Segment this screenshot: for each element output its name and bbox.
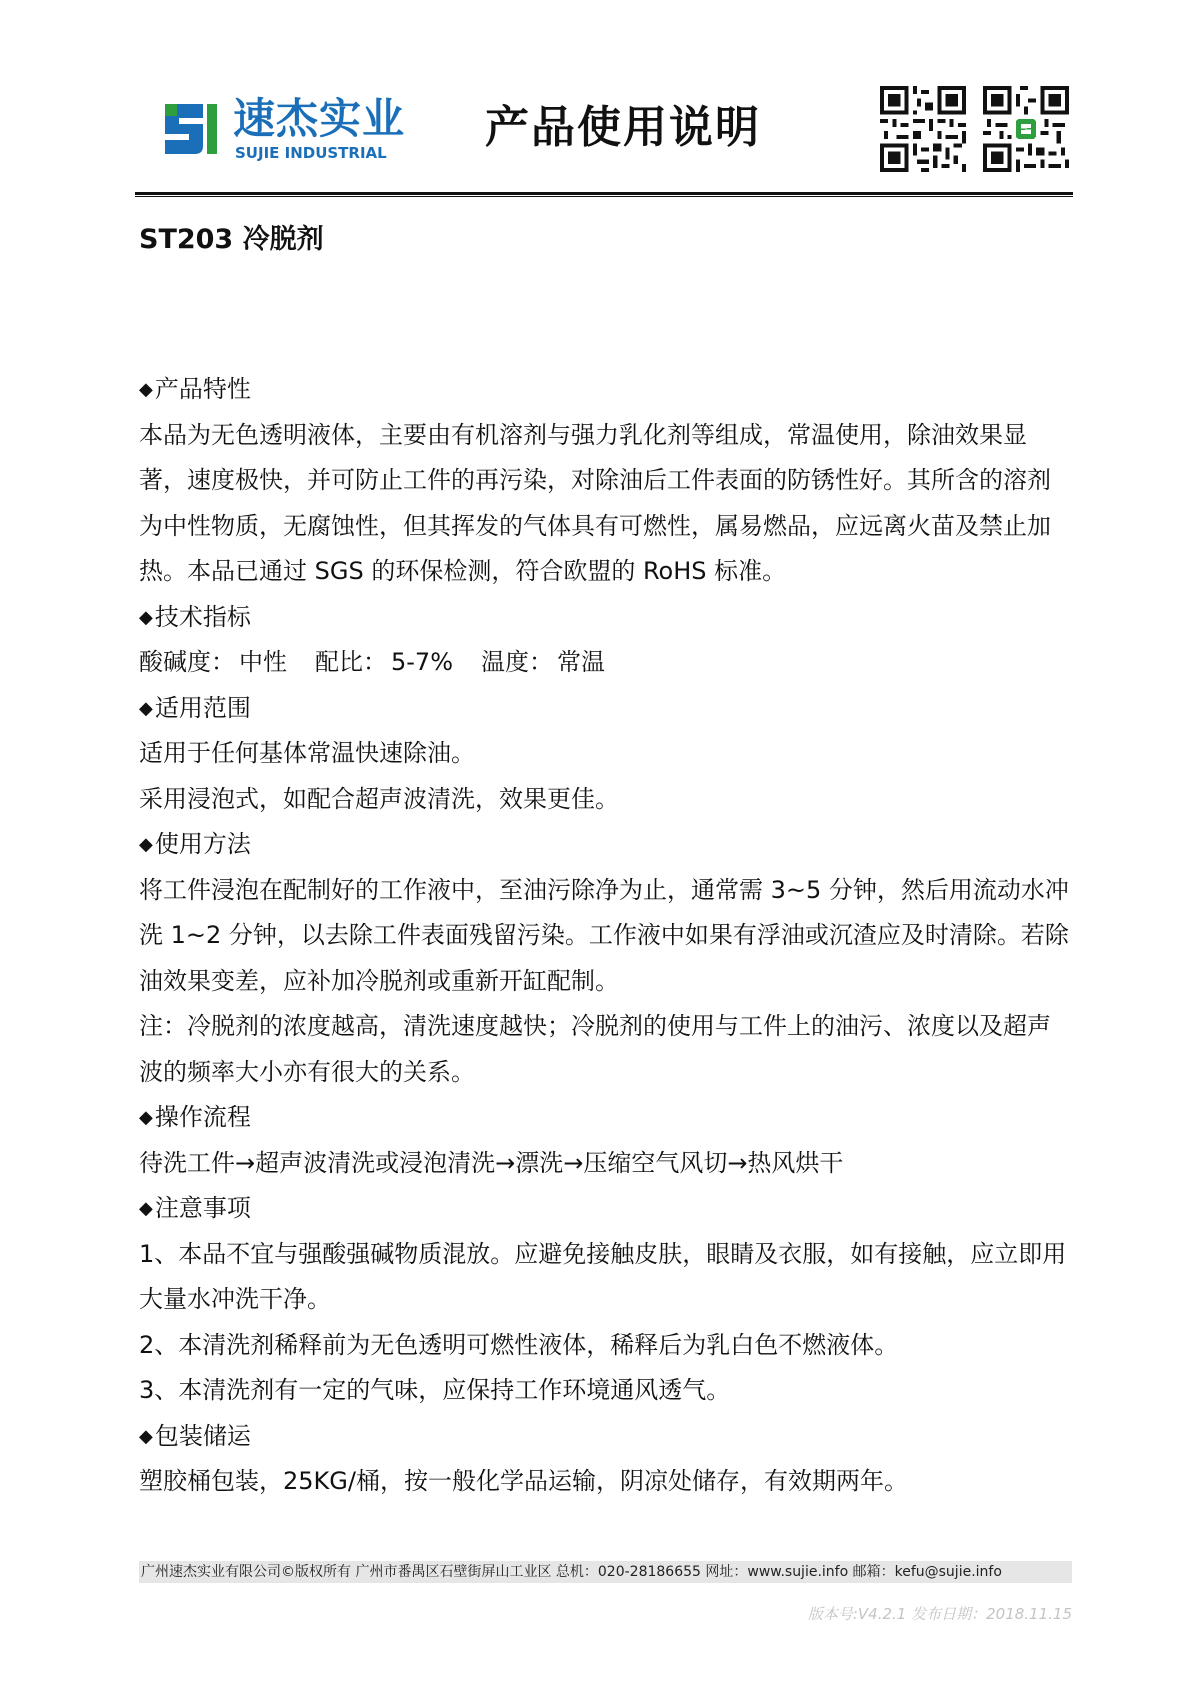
- logo-english-name: SUJIE INDUSTRIAL: [235, 144, 387, 162]
- section-heading-usage: ◆使用方法: [139, 822, 1069, 868]
- temp-value: 常温: [557, 648, 606, 676]
- usage-note: 注：冷脱剂的浓度越高，清洗速度越快；冷脱剂的使用与工件上的油污、浓度以及超声波的频率大小亦有很大的关系。: [139, 1012, 1051, 1086]
- caution-item-2: 2、本清洗剂稀释前为无色透明可燃性液体，稀释后为乳白色不燃液体。: [139, 1330, 899, 1359]
- section-heading-features: ◆产品特性: [139, 367, 1069, 413]
- diamond-bullet-icon: ◆: [139, 1107, 153, 1128]
- product-name: ST203 冷脱剂: [139, 224, 324, 255]
- section-heading-scope: ◆适用范围: [139, 686, 1069, 732]
- ph-label: 酸碱度：: [139, 648, 235, 676]
- section-heading-process: ◆操作流程: [139, 1095, 1069, 1141]
- section-heading-cautions: ◆注意事项: [139, 1186, 1069, 1232]
- document-body: [139, 367, 1069, 1505]
- ratio-value: 5-7%: [391, 648, 454, 676]
- logo-chinese-name: 速杰实业: [233, 94, 406, 143]
- temp-label: 温度：: [481, 648, 554, 676]
- diamond-bullet-icon: ◆: [139, 1425, 153, 1447]
- section-heading-packaging: ◆包装储运: [139, 1414, 1069, 1460]
- packaging-text: 塑胶桶包装，25KG/桶，按一般化学品运输，阴凉处储存，有效期两年。: [139, 1467, 908, 1495]
- process-text: 待洗工件→超声波清洗或浸泡清洗→漂洗→压缩空气风切→热风烘干: [139, 1148, 844, 1177]
- document-title: 产品使用说明: [485, 102, 761, 153]
- qr-code-icon: [880, 86, 966, 172]
- footer-text: 广州速杰实业有限公司©版权所有 广州市番禺区石壁街屏山工业区 总机：020-28186655 网址：www.sujie.info 邮箱：kefu@sujie.info: [141, 1564, 1002, 1580]
- ratio-label: 配比：: [315, 648, 387, 676]
- diamond-bullet-icon: ◆: [139, 1198, 153, 1219]
- caution-item-1: 1、本品不宜与强酸强碱物质混放。应避免接触皮肤，眼睛及衣服，如有接触，应立即用大量水冲洗干净。: [139, 1239, 1067, 1313]
- specs-line: [139, 640, 1069, 686]
- features-text: 本品为无色透明液体，主要由有机溶剂与强力乳化剂等组成，常温使用，除油效果显著，速度极快，并可防止工件的再污染，对除油后工件表面的防锈性好。其所含的溶剂为中性物质，无腐蚀性，但其挥发的气体具有可燃性，属易燃品，应远离火苗及禁止加热。本品已通过 SGS 的环保检测，符合欧盟的 RoHS 标准。: [139, 420, 1051, 585]
- usage-text: 将工件浸泡在配制好的工作液中，至油污除净为止，通常需 3~5 分钟，然后用流动水冲洗 1~2 分钟，以去除工件表面残留污染。工作液中如果有浮油或沉渣应及时清除。若除油效果变差，应补加冷脱剂或重新开缸配制。: [139, 875, 1069, 995]
- diamond-bullet-icon: ◆: [139, 834, 153, 855]
- ph-value: 中性: [239, 648, 287, 676]
- caution-item-3: 3、本清洗剂有一定的气味，应保持工作环境通风透气。: [139, 1376, 731, 1404]
- diamond-bullet-icon: ◆: [139, 379, 153, 400]
- company-logo: [159, 94, 406, 166]
- scope-line-1: 适用于任何基体常温快速除油。: [139, 739, 475, 767]
- page-footer: [139, 1561, 1072, 1583]
- diamond-bullet-icon: ◆: [139, 606, 153, 628]
- section-heading-specs: ◆技术指标: [139, 595, 1069, 641]
- scope-line-2: 采用浸泡式，如配合超声波清洗，效果更佳。: [139, 784, 619, 813]
- header-divider: [135, 192, 1073, 197]
- page-header: [135, 78, 1073, 190]
- qr-code-icon: [983, 86, 1069, 172]
- version-info: 版本号:V4.2.1 发布日期：2018.11.15: [807, 1605, 1072, 1623]
- diamond-bullet-icon: ◆: [139, 697, 153, 719]
- sujie-logo-icon: [159, 96, 223, 160]
